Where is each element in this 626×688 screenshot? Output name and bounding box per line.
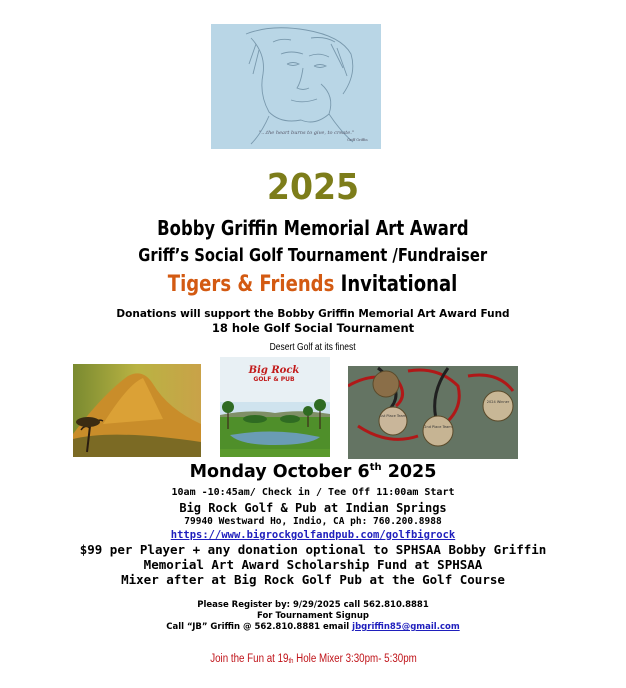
- invitational-title: [0, 272, 626, 297]
- mixer-info: Mixer after at Big Rock Golf Pub at the Golf Course: [121, 572, 505, 587]
- medal-label-2: 2nd Place Team: [424, 425, 452, 429]
- contact-line: [0, 622, 626, 632]
- landscape-painting-drawing: [73, 364, 201, 457]
- signup-note: For Tournament Signup: [257, 611, 369, 621]
- event-date-main: Monday October 6: [189, 462, 370, 482]
- join-text-a: Join the Fun at 19: [209, 653, 288, 665]
- fund-info: Memorial Art Award Scholarship Fund at SPHSAA: [143, 557, 483, 572]
- sketch-signature: Griff Griffin: [347, 138, 368, 142]
- logo-name: Big Rock: [248, 365, 300, 376]
- price-info: $99 per Player + any donation optional to SPHSAA Bobby Griffin: [79, 542, 547, 557]
- join-text-b: Hole Mixer 3:30pm- 5:30pm: [292, 653, 417, 665]
- landscape-painting-image: [73, 364, 201, 457]
- big-rock-logo: [244, 365, 304, 393]
- invitational-title-wrap: [168, 272, 458, 297]
- medal-label-1: 1st Place Team: [379, 414, 407, 418]
- golf-course-photo: [220, 357, 330, 457]
- desert-tagline: [0, 342, 626, 353]
- join-mixer-wrap: [210, 653, 417, 665]
- join-suffix: th: [287, 658, 293, 665]
- venue-website-link[interactable]: https://www.bigrockgolfandpub.com/golfbigrock: [170, 529, 456, 541]
- tigers-friends-text: Tigers & Friends: [168, 272, 335, 297]
- tournament-title: [0, 245, 626, 266]
- medals-drawing: [348, 366, 518, 459]
- medal-label-3: 2024 Winner: [486, 400, 510, 404]
- register-deadline: Please Register by: 9/29/2025 call 562.810.8881: [197, 600, 429, 610]
- portrait-sketch-image: [211, 24, 381, 149]
- join-mixer-note: [0, 653, 626, 665]
- checkin-times: 10am -10:45am/ Check in / Tee Off 11:00am Start: [171, 487, 455, 498]
- tournament-title-text: Griff’s Social Golf Tournament /Fundraiser: [138, 245, 488, 266]
- tournament-format: 18 hole Golf Social Tournament: [211, 321, 415, 335]
- venue-name: Big Rock Golf & Pub at Indian Springs: [179, 501, 447, 515]
- event-date-suffix: th: [369, 462, 382, 473]
- event-date: [0, 462, 626, 482]
- donations-note: Donations will support the Bobby Griffin Memorial Art Award Fund: [116, 308, 510, 320]
- sketch-quote: "...the heart burns to give, to create.": [259, 130, 355, 136]
- award-title: [0, 216, 626, 240]
- event-date-year: 2025: [381, 462, 437, 482]
- contact-text: Call “JB” Griffin @ 562.810.8881 email: [166, 622, 353, 632]
- venue-address: 79940 Westward Ho, Indio, CA ph: 760.200.8988: [184, 516, 442, 527]
- award-title-text: Bobby Griffin Memorial Art Award: [157, 216, 469, 240]
- email-link[interactable]: jbgriffin85@gmail.com: [352, 622, 460, 632]
- event-year: 2025: [266, 167, 360, 208]
- medals-photo: [348, 366, 518, 459]
- desert-tagline-text: Desert Golf at its finest: [270, 342, 356, 353]
- logo-subtitle: GOLF & PUB: [253, 376, 295, 383]
- invitational-text: Invitational: [341, 272, 458, 297]
